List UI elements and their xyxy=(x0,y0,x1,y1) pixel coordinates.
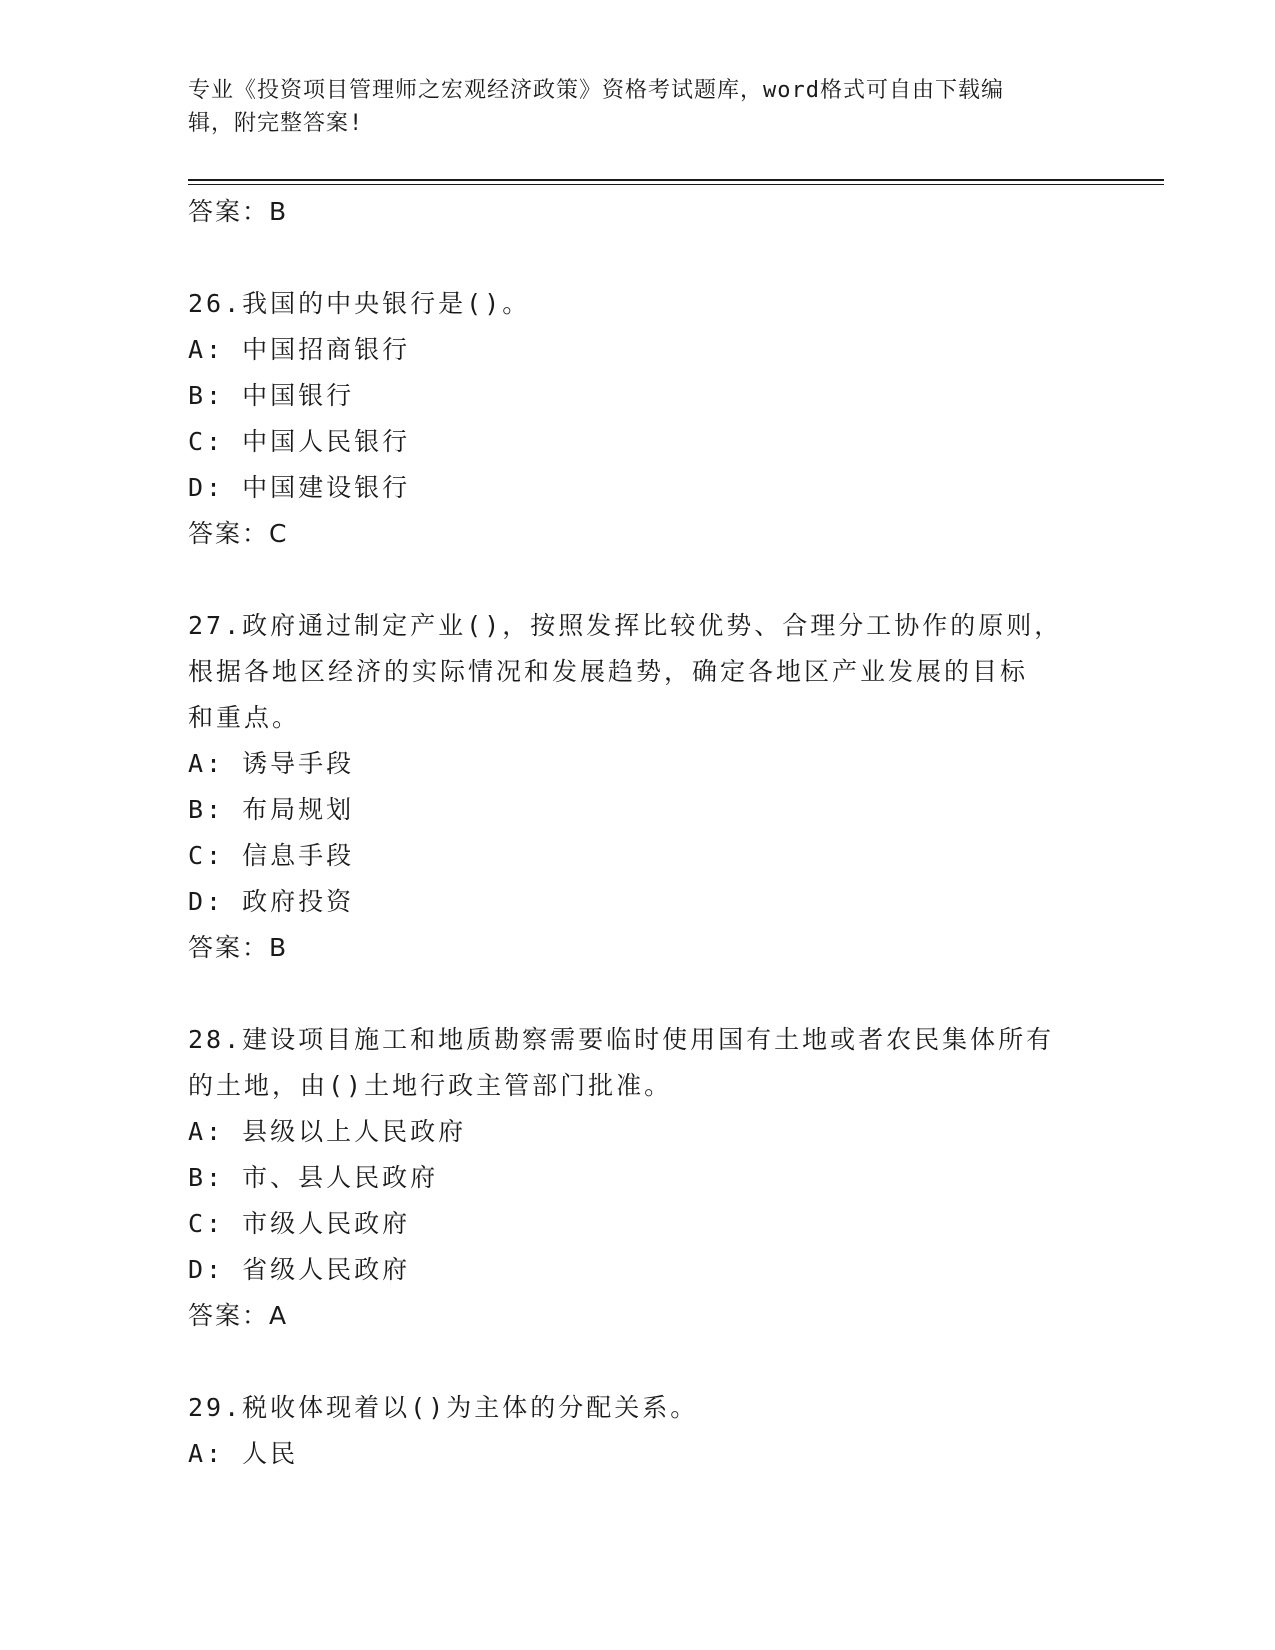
question-27 xyxy=(188,603,1088,971)
option-c: C: 中国人民银行 xyxy=(188,427,411,456)
header-rule-thick xyxy=(188,179,1164,181)
option-a: A: 人民 xyxy=(188,1439,299,1468)
option-a: A: 县级以上人民政府 xyxy=(188,1117,467,1146)
option-b: B: 市、县人民政府 xyxy=(188,1163,439,1192)
spacer xyxy=(188,971,1088,1017)
question-stem: 28.建设项目施工和地质勘察需要临时使用国有土地或者农民集体所有 xyxy=(188,1025,1055,1054)
question-28 xyxy=(188,1017,1088,1339)
question-stem: 和重点。 xyxy=(188,703,301,732)
answer: 答案：B xyxy=(188,933,289,962)
option-a: A: 中国招商银行 xyxy=(188,335,411,364)
option-b: B: 中国银行 xyxy=(188,381,355,410)
header-line-1: 专业《投资项目管理师之宏观经济政策》资格考试题库，word格式可自由下载编 xyxy=(188,78,1004,103)
spacer xyxy=(188,1339,1088,1385)
header-rule-thin xyxy=(188,184,1164,185)
question-stem: 29.税收体现着以()为主体的分配关系。 xyxy=(188,1393,699,1422)
previous-answer: 答案：B xyxy=(188,197,289,226)
option-d: D: 政府投资 xyxy=(188,887,355,916)
document-body xyxy=(188,189,1088,1477)
spacer xyxy=(188,557,1088,603)
option-c: C: 市级人民政府 xyxy=(188,1209,411,1238)
question-29 xyxy=(188,1385,1088,1477)
question-stem: 的土地，由()土地行政主管部门批准。 xyxy=(188,1071,673,1100)
option-b: B: 布局规划 xyxy=(188,795,355,824)
question-stem: 26.我国的中央银行是()。 xyxy=(188,289,531,318)
spacer xyxy=(188,235,1088,281)
answer: 答案：C xyxy=(188,519,289,548)
option-a: A: 诱导手段 xyxy=(188,749,355,778)
option-d: D: 省级人民政府 xyxy=(188,1255,411,1284)
option-d: D: 中国建设银行 xyxy=(188,473,411,502)
question-stem: 27.政府通过制定产业()，按照发挥比较优势、合理分工协作的原则， xyxy=(188,611,1063,640)
document-header xyxy=(188,74,1088,140)
option-c: C: 信息手段 xyxy=(188,841,355,870)
answer: 答案：A xyxy=(188,1301,289,1330)
question-26 xyxy=(188,281,1088,557)
header-line-2: 辑，附完整答案! xyxy=(188,111,364,136)
question-stem: 根据各地区经济的实际情况和发展趋势，确定各地区产业发展的目标 xyxy=(188,657,1029,686)
